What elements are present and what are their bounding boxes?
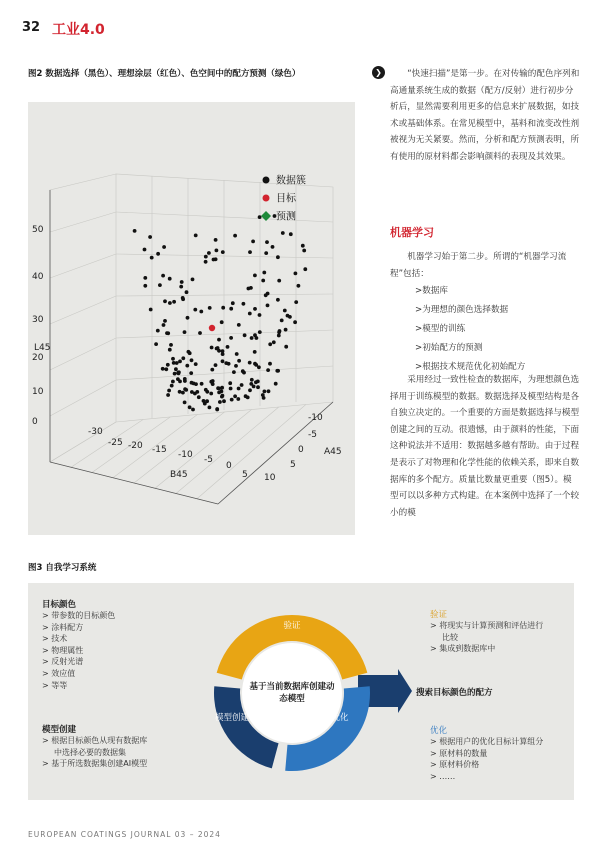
data-point xyxy=(210,368,214,372)
data-point xyxy=(253,307,257,311)
data-point xyxy=(193,308,197,312)
b-axis-label: B45 xyxy=(170,470,188,480)
data-point xyxy=(209,392,213,396)
b-tick-label: -15 xyxy=(152,445,167,455)
data-point xyxy=(166,393,170,397)
target-color-block xyxy=(42,598,115,691)
data-point xyxy=(262,396,266,400)
data-point xyxy=(220,320,224,324)
data-point xyxy=(229,387,233,391)
grid-wall xyxy=(50,174,116,462)
figure3-panel xyxy=(28,583,574,800)
data-point xyxy=(277,279,281,283)
target-point xyxy=(209,325,215,331)
list-item: > 基于所选数据集创建AI模型 xyxy=(42,759,148,769)
data-point xyxy=(150,256,154,260)
list-item: >根据技术规范优化初始配方 xyxy=(415,362,526,372)
article-para-2 xyxy=(390,249,580,282)
data-point xyxy=(221,352,225,356)
grid-line xyxy=(116,212,333,222)
a-tick-label: 0 xyxy=(298,445,304,455)
data-point xyxy=(149,308,153,312)
optimization-block xyxy=(430,724,543,782)
legend-label: 数据簇 xyxy=(276,175,306,187)
grid-line xyxy=(50,338,116,370)
data-point xyxy=(246,396,250,400)
data-point xyxy=(197,395,201,399)
data-point xyxy=(167,389,171,393)
data-point xyxy=(222,399,226,403)
data-point xyxy=(178,390,182,394)
data-point xyxy=(209,380,213,384)
data-point xyxy=(294,272,298,276)
data-point xyxy=(143,276,147,280)
figure2-panel xyxy=(28,102,355,535)
list-item: > 物理属性 xyxy=(42,645,84,655)
data-point xyxy=(168,277,172,281)
data-point xyxy=(302,249,306,253)
data-point xyxy=(251,240,255,244)
data-point xyxy=(162,323,166,327)
data-point xyxy=(247,287,251,291)
grid-line xyxy=(116,294,333,296)
list-item: >为理想的颜色选择数据 xyxy=(415,305,509,315)
l-tick-label: 50 xyxy=(32,225,44,235)
data-point xyxy=(220,395,224,399)
data-point xyxy=(204,388,208,392)
grid-line xyxy=(50,380,116,416)
data-point xyxy=(283,309,287,313)
list-item: > 涂料配方 xyxy=(42,622,84,632)
data-point xyxy=(194,362,198,366)
data-point xyxy=(217,387,221,391)
grid-wall xyxy=(116,174,333,422)
data-point xyxy=(230,398,234,402)
para-3-text: 采用经过一致性检查的数据库，为理想颜色选择用于训练模型的数据。数据选择及模型结构是各自独立决定的。一个重要的方面是数据选择与模型创建之间的互动。很遗憾，由于颜料的性能，下面这种说法并不适用：数据越多越有帮助。由于过程是表示了对物理和化学性能的依赖关系，即来自数据库的多个配方。质量比数量更重要（图5）。模型可以以多种方式构建。在本案例中选择了一个较小的模 xyxy=(390,375,580,518)
data-point xyxy=(168,348,172,352)
data-point xyxy=(174,367,178,371)
search-label: 搜索目标颜色的配方 xyxy=(416,688,493,698)
b-tick-label: -20 xyxy=(128,441,143,451)
data-point xyxy=(297,284,301,288)
data-point xyxy=(183,330,187,334)
data-point xyxy=(248,312,252,316)
data-point xyxy=(133,229,137,233)
data-point xyxy=(224,361,228,365)
data-point xyxy=(183,387,187,391)
data-points xyxy=(133,214,307,411)
axis-b xyxy=(50,462,218,504)
data-point xyxy=(280,319,284,323)
data-point xyxy=(191,278,195,282)
data-point xyxy=(265,240,269,244)
list-item: >模型的训练 xyxy=(415,324,466,334)
data-point xyxy=(163,319,167,323)
data-point xyxy=(253,362,257,366)
grid-line xyxy=(116,330,333,338)
legend-prediction-marker xyxy=(261,211,271,221)
segment-validate-label: 验证 xyxy=(283,621,301,631)
data-point xyxy=(217,338,221,342)
data-point xyxy=(183,377,187,381)
data-point xyxy=(264,251,268,255)
scatter-plot xyxy=(28,102,355,535)
data-point xyxy=(301,244,305,248)
data-point xyxy=(163,299,167,303)
data-point xyxy=(268,342,272,346)
data-point xyxy=(221,359,225,363)
data-point xyxy=(258,313,262,317)
data-point xyxy=(248,361,252,365)
data-point xyxy=(221,250,225,254)
list-item: > 效应值 xyxy=(42,668,76,678)
data-point xyxy=(221,306,225,310)
a-tick-label: -5 xyxy=(308,430,317,440)
a-tick-label: -10 xyxy=(308,413,323,423)
data-point xyxy=(171,380,175,384)
data-point xyxy=(255,336,259,340)
l-tick-label: 20 xyxy=(32,353,44,363)
data-point xyxy=(257,365,261,369)
grid-line xyxy=(197,405,306,499)
data-point xyxy=(242,371,246,375)
page-number: 32 xyxy=(22,20,41,35)
data-point xyxy=(267,389,271,393)
data-point xyxy=(156,252,160,256)
data-point xyxy=(178,360,182,364)
data-point xyxy=(276,369,280,373)
data-point xyxy=(166,363,170,367)
data-point xyxy=(289,232,293,236)
legend-label: 目标 xyxy=(276,193,296,205)
l-tick-label: 0 xyxy=(32,417,38,427)
data-point xyxy=(185,290,189,294)
figure2-caption: 图2 数据选择（黑色）、理想涂层（红色）、色空间中的配方预测（绿色） xyxy=(28,69,301,79)
list-item: > 带参数的目标颜色 xyxy=(42,611,116,620)
data-point xyxy=(169,343,173,347)
data-point xyxy=(277,330,281,334)
validation-title: 验证 xyxy=(430,610,448,620)
data-point xyxy=(194,234,198,238)
data-point xyxy=(166,331,170,335)
data-point xyxy=(240,383,244,387)
data-point xyxy=(284,328,288,332)
list-item: > 原材料价格 xyxy=(430,760,480,770)
center-circle xyxy=(242,643,342,743)
data-point xyxy=(176,371,180,375)
data-point xyxy=(186,316,190,320)
ml-steps-list xyxy=(415,282,525,377)
a-axis-label: A45 xyxy=(324,447,342,457)
data-point xyxy=(226,345,230,349)
data-point xyxy=(204,260,208,264)
data-point xyxy=(185,364,189,368)
data-point xyxy=(242,302,246,306)
l-axis-label: L45 xyxy=(34,343,51,353)
list-item: > …… xyxy=(430,771,456,781)
data-point xyxy=(218,400,222,404)
data-point xyxy=(158,283,162,287)
data-point xyxy=(248,388,252,392)
section-title: 工业4.0 xyxy=(52,22,105,38)
data-point xyxy=(173,372,177,376)
legend-target-marker xyxy=(263,195,270,202)
data-point xyxy=(183,401,187,405)
data-point xyxy=(253,350,257,354)
data-point xyxy=(274,382,278,386)
data-point xyxy=(217,349,221,353)
data-point xyxy=(154,342,158,346)
figure3-caption: 图3 自我学习系统 xyxy=(28,563,97,573)
data-point xyxy=(243,333,247,337)
data-point xyxy=(148,235,152,239)
list-item: > 将现实与计算预测和评估进行 xyxy=(430,621,544,630)
grid-line xyxy=(50,212,116,232)
data-point xyxy=(190,358,194,362)
data-point xyxy=(261,279,265,283)
data-point xyxy=(229,307,233,311)
legend-label: 预测 xyxy=(276,211,296,223)
grid-line xyxy=(116,254,333,258)
optimization-title: 优化 xyxy=(430,726,448,736)
data-point xyxy=(161,367,165,371)
data-point xyxy=(215,249,219,253)
data-point xyxy=(200,382,204,386)
data-point xyxy=(303,267,307,271)
data-point xyxy=(228,381,232,385)
tick-labels xyxy=(32,225,342,483)
segment-model-label: 模型创建 xyxy=(214,713,250,723)
data-point xyxy=(205,399,209,403)
data-point xyxy=(181,391,185,395)
data-point xyxy=(268,362,272,366)
article-para-1 xyxy=(390,66,580,166)
data-point xyxy=(194,382,198,386)
data-point xyxy=(208,306,212,310)
center-line-2: 态模型 xyxy=(279,694,305,704)
data-point xyxy=(187,350,191,354)
b-tick-label: 0 xyxy=(226,461,232,471)
b-tick-label: -25 xyxy=(108,438,123,448)
segment-optimize-label: 优化 xyxy=(331,713,349,723)
data-point xyxy=(202,399,206,403)
data-point xyxy=(237,323,241,327)
data-point xyxy=(143,284,147,288)
data-point xyxy=(256,385,260,389)
data-point xyxy=(233,394,237,398)
b-tick-label: 5 xyxy=(242,470,248,480)
data-point xyxy=(172,300,176,304)
data-point xyxy=(253,274,257,278)
list-item: > 根据用户的优化目标计算组分 xyxy=(430,737,544,746)
data-point xyxy=(237,359,241,363)
model-creation-block xyxy=(42,723,147,770)
data-point xyxy=(171,357,175,361)
data-point xyxy=(214,238,218,242)
data-point xyxy=(231,301,235,305)
data-point xyxy=(272,340,276,344)
data-point xyxy=(235,352,239,356)
data-point xyxy=(188,405,192,409)
b-tick-label: 10 xyxy=(264,473,276,483)
data-point xyxy=(161,274,165,278)
grid-line xyxy=(50,254,116,278)
a-tick-label: 5 xyxy=(290,460,296,470)
data-point xyxy=(198,331,202,335)
data-point xyxy=(262,271,266,275)
data-point xyxy=(180,280,184,284)
l-tick-label: 40 xyxy=(32,272,44,282)
data-point xyxy=(178,380,182,384)
data-point xyxy=(210,346,214,350)
data-point xyxy=(250,336,254,340)
data-point xyxy=(284,345,288,349)
model-creation-title: 模型创建 xyxy=(42,725,77,735)
data-point xyxy=(179,285,183,289)
validation-block xyxy=(430,608,543,655)
data-point xyxy=(164,367,168,371)
arrow-bullet-icon: ❯ xyxy=(372,66,385,79)
target-color-title: 目标颜色 xyxy=(42,600,77,610)
list-item: 中选择必要的数据集 xyxy=(54,747,126,757)
data-point xyxy=(281,231,285,235)
data-point xyxy=(276,298,280,302)
data-point xyxy=(263,390,267,394)
data-point xyxy=(156,329,160,333)
list-item: > 集成到数据库中 xyxy=(430,644,496,654)
grid-line xyxy=(116,366,333,380)
data-point xyxy=(294,300,298,304)
data-point xyxy=(233,234,237,238)
center-line-1: 基于当前数据库创建动 xyxy=(249,682,335,692)
b-tick-label: -5 xyxy=(204,455,213,465)
grid-line xyxy=(50,422,116,462)
list-item: 比较 xyxy=(442,632,458,642)
data-point xyxy=(170,384,174,388)
data-point xyxy=(220,390,224,394)
data-point xyxy=(191,408,195,412)
b-tick-label: -30 xyxy=(88,427,103,437)
data-point xyxy=(204,255,208,259)
list-item: > 原材料的数量 xyxy=(430,748,488,758)
list-item: > 反射光谱 xyxy=(42,657,84,667)
data-point xyxy=(162,245,166,249)
data-point xyxy=(199,310,203,314)
data-point xyxy=(250,378,254,382)
grid-line xyxy=(50,296,116,324)
l-tick-label: 30 xyxy=(32,315,44,325)
heading-machine-learning: 机器学习 xyxy=(390,226,434,239)
legend xyxy=(261,174,306,223)
footer-journal: EUROPEAN COATINGS JOURNAL 03 – 2024 xyxy=(28,830,221,839)
data-point xyxy=(143,248,147,252)
data-point xyxy=(271,245,275,249)
data-point xyxy=(234,364,238,368)
data-point xyxy=(236,397,240,401)
list-item: >数据库 xyxy=(415,286,448,296)
article-para-3 xyxy=(390,372,580,521)
data-point xyxy=(215,408,219,412)
data-point xyxy=(276,255,280,259)
data-point xyxy=(229,336,233,340)
para-1-text: “快速扫描”是第一步。在对传输的配色序列和高通量系统生成的数据（配方/反射）进行初步分析后，显然需要利用更多的信息来扩展数据，如技术或基础体系。在常见模型中，基料和流变改性剂被视为无关紧要。然而，分析和配方预测表明，所有使用的原材料都会影响颜料的表现及其效果。 xyxy=(390,69,580,162)
data-point xyxy=(189,371,193,375)
list-item: >初始配方的预测 xyxy=(415,343,483,353)
data-point xyxy=(181,296,185,300)
data-point xyxy=(208,406,212,410)
data-point xyxy=(168,301,172,305)
data-point xyxy=(266,368,270,372)
data-point xyxy=(254,380,258,384)
data-point xyxy=(212,258,216,262)
data-point xyxy=(258,215,262,219)
data-point xyxy=(258,330,262,334)
data-point xyxy=(207,251,211,255)
l-tick-label: 10 xyxy=(32,387,44,397)
data-point xyxy=(175,361,179,365)
data-point xyxy=(286,314,290,318)
para-2-text: 机器学习始于第二步。所谓的“机器学习流程”包括： xyxy=(390,252,567,279)
data-point xyxy=(190,390,194,394)
list-item: > 等等 xyxy=(42,680,68,690)
list-item: > 技术 xyxy=(42,634,68,644)
legend-cluster-marker xyxy=(263,177,270,184)
data-point xyxy=(214,363,218,367)
data-point xyxy=(181,356,185,360)
data-point xyxy=(293,320,297,324)
data-point xyxy=(264,293,268,297)
data-point xyxy=(248,250,252,254)
list-item: > 根据目标颜色从现有数据库 xyxy=(42,736,148,745)
data-point xyxy=(252,385,256,389)
b-tick-label: -10 xyxy=(178,450,193,460)
data-point xyxy=(237,387,241,391)
data-point xyxy=(232,370,236,374)
data-point xyxy=(266,304,270,308)
